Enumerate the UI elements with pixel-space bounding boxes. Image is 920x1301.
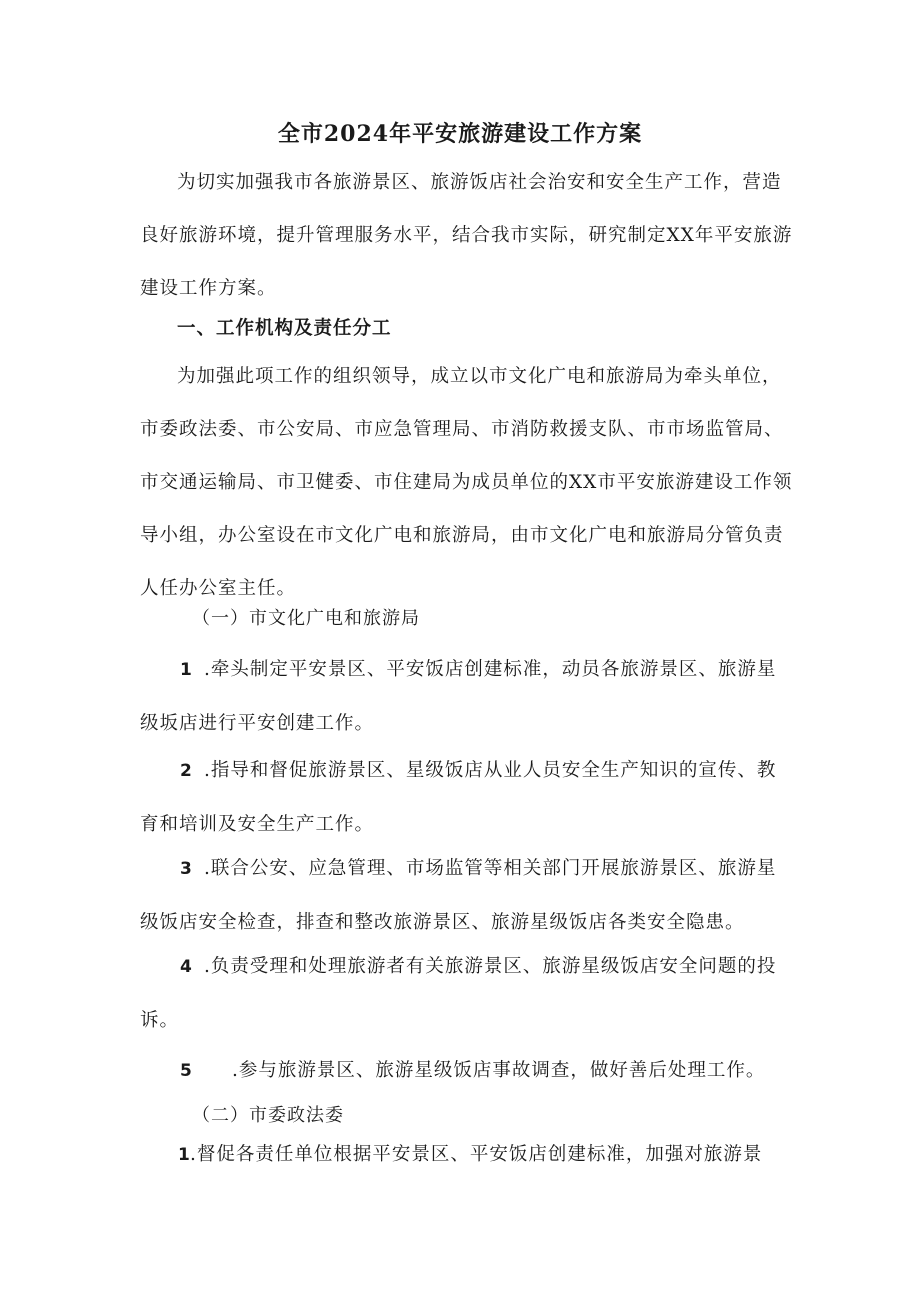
intro-paragraph: 为切实加强我市各旅游景区、旅游饭店社会治安和安全生产工作，营造良好旅游环境，提升管理服务水平，结合我市实际，研究制定XX年平安旅游建设工作方案。 <box>140 172 793 299</box>
list-item-text: .督促各责任单位根据平安景区、平安饭店创建标准，加强对旅游景 <box>190 1144 763 1165</box>
section-body-paragraph: 为加强此项工作的组织领导，成立以市文化广电和旅游局为牵头单位，市委政法委、市公安局、市应急管理局、市消防救援支队、市市场监管局、市交通运输局、市卫健委、市住建局为成员单位的XX市平安旅游建设工作领导小组，办公室设在市文化广电和旅游局，由市文化广电和旅游局分管负责人任办公室主任。 <box>140 366 793 599</box>
list-item-text: .负责受理和处理旅游者有关旅游景区、旅游星级饭店安全问题的投诉。 <box>140 956 777 1031</box>
list-item-number: 4 <box>180 957 193 977</box>
subsection-heading: （一）市文化广电和旅游局 <box>192 608 420 629</box>
list-item <box>140 940 795 1047</box>
list-item-text: .联合公安、应急管理、市场监管等相关部门开展旅游景区、旅游星级饭店安全检查，排查和整改旅游景区、旅游星级饭店各类安全隐患。 <box>140 858 777 933</box>
list-item <box>140 744 795 851</box>
section-heading: 一、工作机构及责任分工 <box>177 318 392 339</box>
subsection-heading: （二）市委政法委 <box>192 1105 344 1126</box>
list-item <box>140 643 795 750</box>
list-item-number: 2 <box>180 761 193 781</box>
list-item-text: .指导和督促旅游景区、星级饭店从业人员安全生产知识的宣传、教育和培训及安全生产工作。 <box>140 760 777 835</box>
list-item-number: 5 <box>180 1061 193 1081</box>
list-item-text: .牵头制定平安景区、平安饭店创建标准，动员各旅游景区、旅游星级坂店进行平安创建工作。 <box>140 659 777 734</box>
document-title: 全市2024年平安旅游建设工作方案 <box>277 121 643 147</box>
list-item <box>140 1128 795 1182</box>
list-item-text: .参与旅游景区、旅游星级饭店事故调查，做好善后处理工作。 <box>232 1060 766 1081</box>
list-item <box>140 842 795 949</box>
list-item-number: 1 <box>180 660 193 680</box>
list-item-number: 3 <box>180 859 193 879</box>
list-item-number: 1 <box>178 1145 191 1165</box>
